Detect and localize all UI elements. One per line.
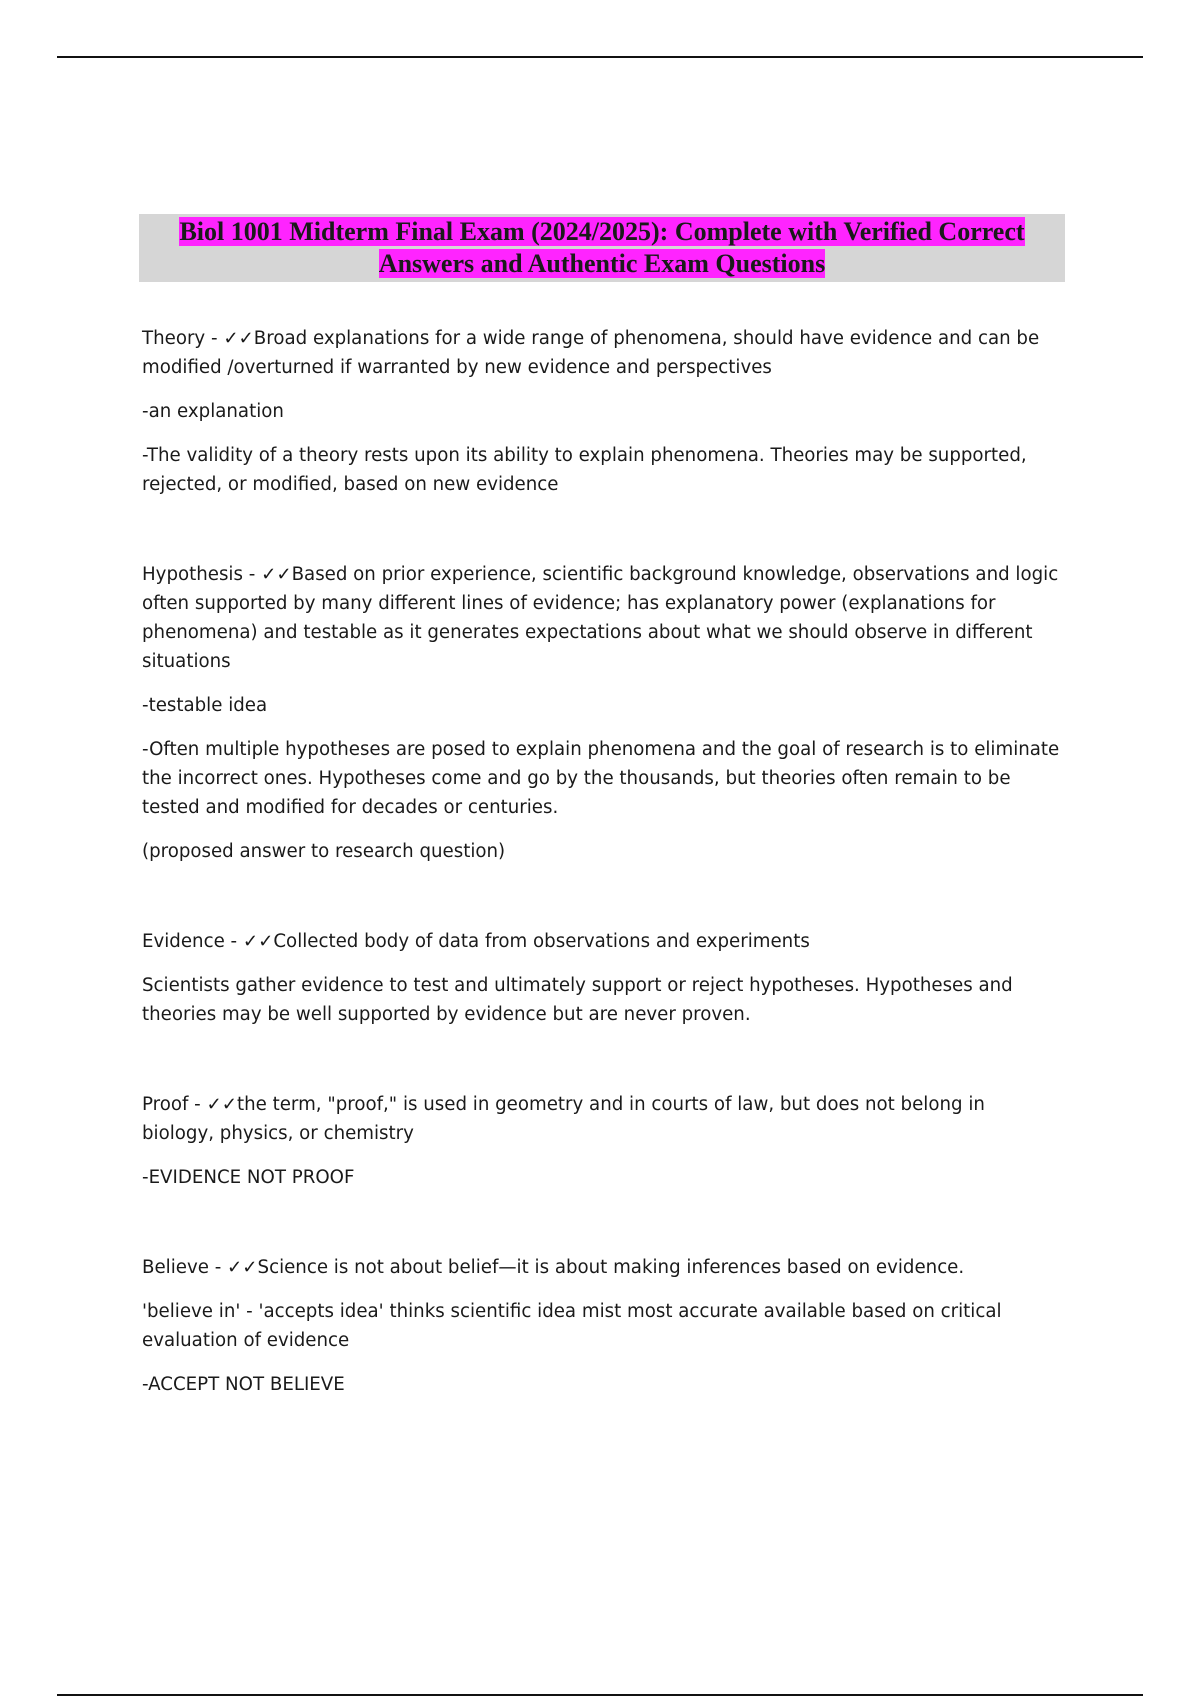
section-evidence (142, 927, 1062, 1029)
section-hypothesis (142, 560, 1062, 866)
note: -testable idea (142, 695, 268, 716)
title-line-1: Biol 1001 Midterm Final Exam (2024/2025): Complete with Verified Correct (179, 217, 1025, 246)
section-theory (142, 324, 1062, 499)
bottom-rule (57, 1694, 1143, 1696)
document-title (139, 214, 1065, 282)
term-definition: Hypothesis - ✓✓Based on prior experience, scientific background knowledge, observations and logic often supported by many different lines of evidence; has explanatory power (explanations for phenomena) and testable as it generates expectations about what we should observe in different situations (142, 564, 1059, 672)
term-definition: Believe - ✓✓Science is not about belief—it is about making inferences based on evidence. (142, 1257, 965, 1278)
note: 'believe in' - 'accepts idea' thinks scientific idea mist most accurate available based on critical evaluation of evidence (142, 1301, 1002, 1351)
note: -an explanation (142, 401, 284, 422)
top-rule (57, 56, 1143, 58)
note: -ACCEPT NOT BELIEVE (142, 1374, 345, 1395)
term-definition: Evidence - ✓✓Collected body of data from observations and experiments (142, 931, 810, 952)
section-believe (142, 1253, 1062, 1399)
note: Scientists gather evidence to test and ultimately support or reject hypotheses. Hypotheses and theories may be well supported by evidence but are never proven. (142, 975, 1013, 1025)
title-line-2: Answers and Authentic Exam Questions (378, 249, 826, 278)
document-body (142, 324, 1062, 1399)
section-proof (142, 1090, 1062, 1192)
term-definition: Proof - ✓✓the term, "proof," is used in geometry and in courts of law, but does not belong in biology, physics, or chemistry (142, 1094, 985, 1144)
note: -Often multiple hypotheses are posed to explain phenomena and the goal of research is to eliminate the incorrect ones. Hypotheses come and go by the thousands, but theories often remain to be tested and modified for decades or centuries. (142, 739, 1060, 818)
term-definition: Theory - ✓✓Broad explanations for a wide range of phenomena, should have evidence and can be modified /overturned if warranted by new evidence and perspectives (142, 328, 1040, 378)
note: -EVIDENCE NOT PROOF (142, 1167, 355, 1188)
note: (proposed answer to research question) (142, 841, 506, 862)
note: -The validity of a theory rests upon its ability to explain phenomena. Theories may be supported, rejected, or modified, based on new evidence (142, 445, 1027, 495)
